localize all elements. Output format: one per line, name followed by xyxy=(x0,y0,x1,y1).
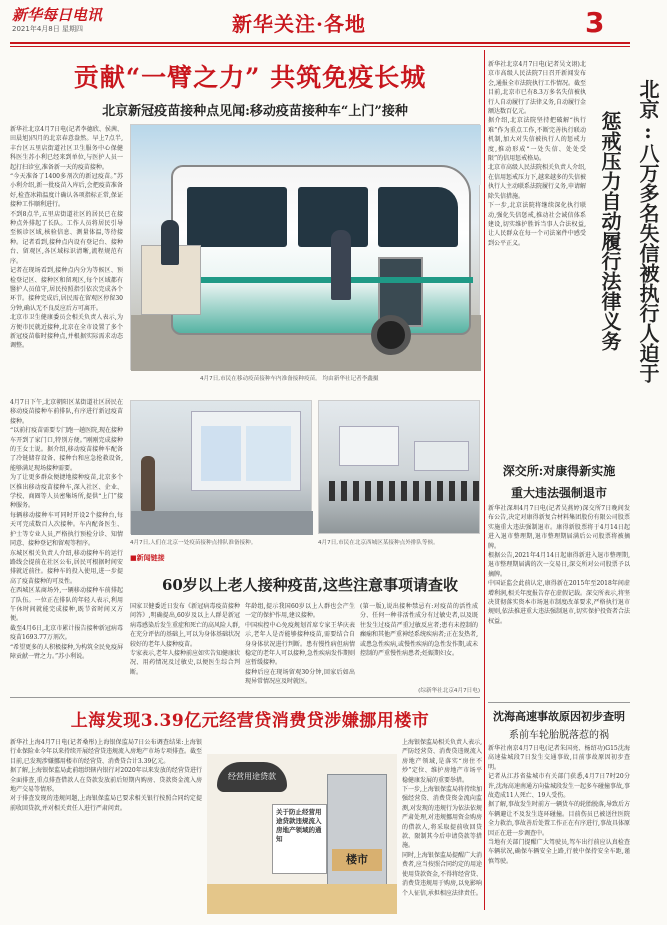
bottom-right-headline: 沈海高速事故原因初步查明 xyxy=(493,710,625,723)
mid-body: 新华社深圳4月7日电(记者吴燕婷)深交所7日晚间发布公告,决定对康得新复合材料集团股份有限公司股票实施重大违法强制退市。康得新股票将于4月14日起进入退市整理期,退市整理期届满后公司股票将被摘牌。 根据公告,2021年4月14日起康得新进入退市整理期,退市整理期届满的次一交易日,深交所对公司股票予以摘牌。 中国证监会此前认定,康得新在2015年至2018年间虚增利润,相关年度报告存在虚假记载。深交所表示,将坚决贯彻落实资本市场退市制度改革要求,严格执行退市规则,依法推进重大违法强制退市,切实保护投资者合法权益。 xyxy=(488,505,630,625)
mid-tag: 深交所:对康得新实施 xyxy=(502,464,616,478)
building-sign: 楼市 xyxy=(332,849,382,871)
bus-wheel xyxy=(371,315,411,355)
queue-people xyxy=(329,481,479,501)
side-source: (综新华社北京4月7日电) xyxy=(418,688,480,694)
bus-windshield xyxy=(378,187,458,247)
person-boarding xyxy=(331,230,351,300)
side-body-col2: 年龄组,提示我国60岁以上人群也会产生一定的保护作用,建议接种。 中国疾控中心免疫规划首席专家王华庆表示,老年人是否能够接种疫苗,需要结合自身身体状况进行判断。患有慢性病但病情稳定的老年人可以接种,急性疾病发作期则应暂缓接种。 接种后应在现场留观30分钟,回家后如出现异常情况应及时就医。 xyxy=(245,603,355,686)
info-board xyxy=(246,426,291,481)
notice-paper: 关于防止经营用途贷款违规流入房地产领域的通知 xyxy=(272,804,327,874)
right-short-report-tail xyxy=(488,380,628,456)
side-body-col3: (第一版),说出接种禁忌有:对疫苗的活性成分、任何一种非活性成分有过敏史者,以及既往发生过疫苗严重过敏反应者;患有未控制的癫痫和其他严重神经系统疾病者;正在发热者,或患急性疾病,或慢性疾病的急性发作期,或未控制的严重慢性病患者;妊娠期妇女。 xyxy=(360,603,478,658)
photo-vaccine-bus xyxy=(130,124,480,370)
pavement xyxy=(131,511,313,535)
lead-body-col1: 新华社北京4月7日电(记者李德欣、侯茜、田晨旭)四月的北京春意盎然。早上7点半,丰台区五里店街道社区卫生服务中心保健科医生苏小利已经来到单位,与医护人员一起打扫诊室,准备新一天的疫苗接种。 “今天准备了1400多剂次的新冠疫苗。”苏小利介绍,新一批疫苗入库后,会把疫苗准备好,检查冰箱温度计确认各项指标正常,保证接种工作顺利进行。 不到8点半,五里店街道社区的居民已在接种点外排起了长队。工作人员将居民引导至候诊区域,核验信息、测量体温,等待接种。记者看到,接种点内设有登记台、接种台、留观区,各区域标识清晰,流程规范有序。 记者在现场看到,接种点内分为等候区、预检登记区、接种区和留观区,每个区域都有醫护人员值守,居民按照指引依次完成各个环节。接种完成后,居民需在留观区停留30分钟,确认无不良反应后方可离开。 北京市卫生健康委员会相关负责人表示,为方便市民就近接种,北京在全市设置了多个新冠疫苗临时接种点,并根据实际需求动态调整。 xyxy=(10,126,123,350)
side-headline: 60岁以上老人接种疫苗,这些注意事项请查收 xyxy=(161,576,459,594)
bus-body xyxy=(171,165,471,335)
side-body-col1: 国家卫健委近日发布《新冠病毒疫苗接种问答》,明确提出,60岁及以上人群是新冠病毒感染后发生重症和死亡的高风险人群,在充分评估的基础上,可以为身体基础状况较好的老年人接种疫苗。 专家表示,老年人接种前应如实告知健康状况、用药情况及过敏史,以便医生综合判断。 xyxy=(130,603,240,676)
right-divider xyxy=(488,702,630,703)
page-number: 3 xyxy=(585,6,605,39)
bottom-body-col2: 上海银保监局相关负责人表示,严防经营贷、消费贷违规流入房地产领域,是落实“房住不炒”定位、维护房地产市场平稳健康发展的重要举措。 下一步,上海银保监局将持续加强经营贷、消费贷资金流向监测,对发现的违规行为依法依规严肃处理,对违规挪用资金购房的借款人,将采取提前收回贷款、限制其今后申请贷款等措施。 同时,上海银保监局提醒广大消费者,应当按照合同约定的用途使用贷款资金,不得将经营贷、消费贷违规用于购房,以免影响个人征信,承担相应法律责任。 xyxy=(402,739,482,897)
person xyxy=(141,456,155,511)
bottom-right-body: 新华社南京4月7日电(记者朱国亮、杨绍功)G15沈海高速盐城段7日发生交通事故,目前事故原因初步查明。 记者从江苏省盐城市有关部门获悉,4月7日7时20分许,沈海高速南通方向盐城段发生一起多车碰撞事故,事故造成11人死亡、19人受伤。 据了解,事故发生时前方一辆货车的轮胎脱落,导致后方车辆避让不及发生连环碰撞。目前伤员已被送往医院全力救治,事故善后处置工作正在有序进行,事故具体原因正在进一步调查中。 当地有关部门提醒广大驾驶员,驾车出行前应认真检查车辆状况,确保车辆安全上路,行驶中保持安全车距,谨慎驾驶。 xyxy=(488,745,630,865)
column-rule xyxy=(484,50,485,910)
illus-ground xyxy=(207,884,397,914)
white-tent xyxy=(414,441,469,471)
bus-stripe xyxy=(173,277,473,283)
photo-queue-tent xyxy=(130,400,312,534)
header-rule-thin xyxy=(10,46,630,47)
masthead-brand: 新华每日电讯 xyxy=(12,6,103,24)
side-tag: ■新闻链接 xyxy=(130,554,165,562)
lead-headline: 贡献“一臂之力” 共筑免疫长城 xyxy=(73,63,427,92)
vertical-title xyxy=(591,76,660,386)
umbrella-icon: 经营用途贷款 xyxy=(217,762,287,792)
photo1-caption: 4月7日,市民在移动疫苗接种车内准备接种疫苗。 均由新华社记者李鑫摄 xyxy=(200,376,379,382)
illustration-loans xyxy=(207,754,397,914)
photo-street-queue xyxy=(318,400,480,534)
section-title: 新华关注·各地 xyxy=(232,12,366,36)
lead-subheadline: 北京新冠疫苗接种点见闻:移动疫苗接种车“上门”接种 xyxy=(102,104,408,119)
right-short-report: 新华社北京4月7日电(记者吴文诩)北京市高级人民法院7日召开新闻发布会,通报全市法院执行工作情况。截至目前,北京市已有8.3万多名失信被执行人自动履行了法律义务,自动履行金额达数百亿元。 据介绍,北京法院坚持把破解“执行难”作为重点工作,不断完善执行联动机制,加大对失信被执行人的惩戒力度,推动形成“一处失信、处处受限”的信用惩戒格局。 北京市高级人民法院相关负责人介绍,在信用惩戒压力下,越来越多的失信被执行人主动联系法院履行义务,申请解除失信措施。 下一步,北京法院将继续深化执行联动,强化失信惩戒,推动社会诚信体系建设,切实维护胜诉当事人合法权益,让人民群众在每一个司法案件中感受到公平正义。 xyxy=(488,61,586,247)
info-board xyxy=(201,426,241,481)
bus-window xyxy=(187,187,287,247)
lead-body-col2-visible: 4月7日下午,北京朝阳区某街道社区居民在移动疫苗接种车前排队,有序进行新冠疫苗接种。 “以前打疫苗需要专门跑一趟医院,现在接种车开到了家门口,特别方便。”刚刚完成接种的王女士说。据介绍,移动疫苗接种车配备了冷链储存设备、接种台和应急抢救设备,能够满足现场接种需要。 为了让更多群众便捷地接种疫苗,北京多个区推出移动疫苗接种车,深入社区、企业、学校、商圈等人员密集场所,提供“上门”接种服务。 每辆移动接种车可同时开设2个接种台,每天可完成数百人次接种。车内配备医生、护士等专业人员,严格执行预检分诊、知情同意、接种登记和留观等程序。 东城区相关负责人介绍,移动接种车的运行路线会提前在社区公布,居民可根据时间安排就近前往。接种车的投入使用,进一步提高了疫苗接种的可及性。 在西城区某商场外,一辆移动接种车前排起了队伍。一位正在排队的年轻人表示,利用午休时间就能完成接种,既节省时间又方便。 截至4月6日,北京市累计报告接种新冠病毒疫苗1693.77万剂次。 “希望更多的人积极接种,为构筑全民免疫屏障贡献一臂之力。”苏小利说。 xyxy=(10,399,123,660)
photo2-caption: 4月7日,人们在北京一处疫苗接种点排队准备接种。 xyxy=(130,540,257,546)
mid-headline: 重大违法强制退市 xyxy=(510,486,607,500)
white-tent xyxy=(339,426,399,466)
photo3-caption: 4月7日,市民在北京西城区某接种点外排队等候。 xyxy=(318,540,439,546)
section-divider xyxy=(10,697,480,698)
bottom-body-col1: 新华社上海4月7日电(记者桑彤)上海银保监局7日公布调查结果:上海银行业保险业今年以来持续开展经营贷违规流入房地产市场专项排查。截至目前,已发现涉嫌挪用楼市的经营贷、消费贷合计3.39亿元。 据了解,上海银保监局此前组织辖内银行对2020年以来发放的经营贷进行全面排查,重点排查借款人在贷款发放前后短期内购房、贷款资金流入房地产交易等情形。 对于排查发现的违规问题,上海银保监局已要求相关银行按照合同约定提前收回贷款,并对相关责任人进行严肃问责。 xyxy=(10,739,203,812)
vertical-title-text: 北京:八万多名失信被执行人迫于惩戒压力自动履行法律义务 xyxy=(598,79,660,383)
bottom-headline: 上海发现3.39亿元经营贷消费贷涉嫌挪用楼市 xyxy=(70,711,430,731)
person-seated xyxy=(161,220,179,265)
header-rule xyxy=(10,42,630,44)
masthead-date: 2021年4月8日 星期四 xyxy=(12,25,83,33)
bottom-right-sub: 系前车轮胎脱落惹的祸 xyxy=(509,730,609,741)
